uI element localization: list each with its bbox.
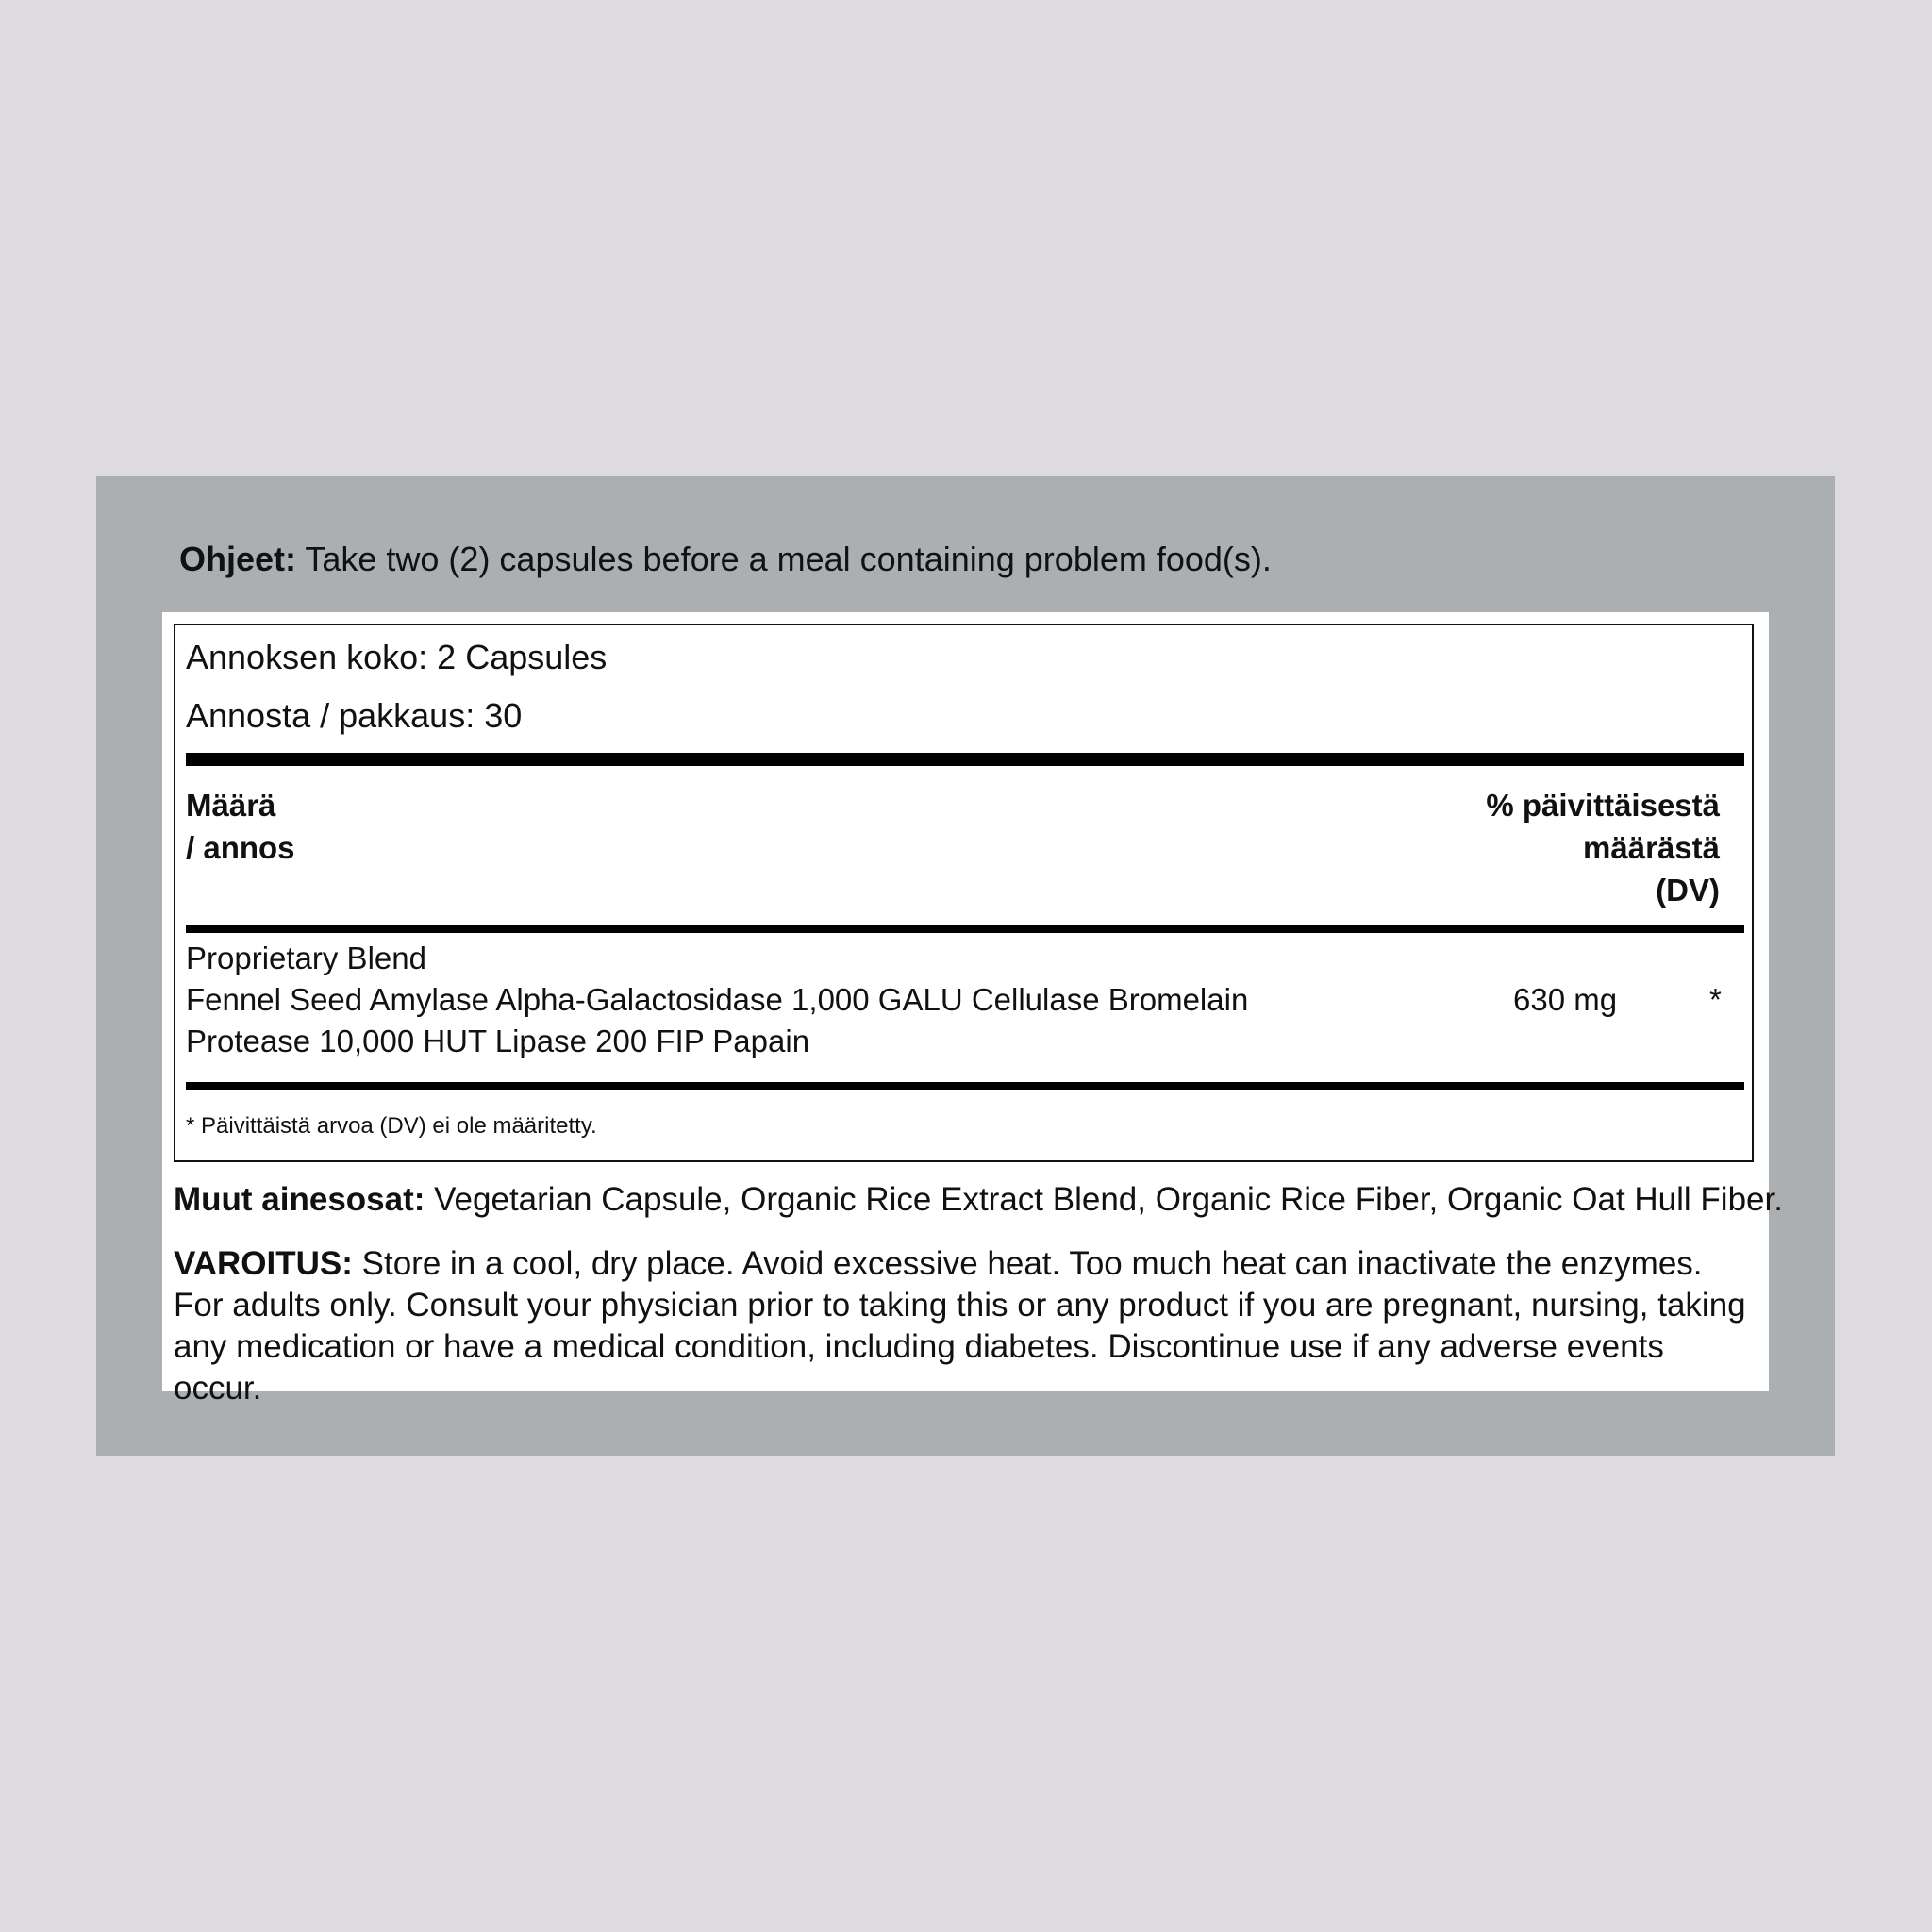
label-panel — [96, 476, 1835, 1456]
other-ingredients-text: Vegetarian Capsule, Organic Rice Extract Blend, Organic Rice Fiber, Organic Oat Hull Fiber. — [425, 1181, 1783, 1218]
blend-amount: 630 mg — [1513, 982, 1618, 1017]
header-right-line: (DV) — [1656, 873, 1720, 908]
warning-text: Store in a cool, dry place. Avoid excessive heat. Too much heat can inactivate the enzymes. For adults only. Consult your physician prior to taking this or any product if you are pregnant, nursing, taking any medication or have a medical condition, including diabetes. Discontinue use if any adverse events occur. — [174, 1245, 1746, 1407]
header-right-line: % päivittäisestä — [1486, 788, 1720, 823]
warning — [174, 1243, 1758, 1409]
servings-per-container: Annosta / pakkaus: 30 — [186, 696, 523, 735]
medium-divider — [186, 1082, 1744, 1090]
medium-divider — [186, 925, 1744, 933]
supplement-facts-box — [174, 624, 1754, 1162]
header-left-line: Määrä — [186, 788, 276, 823]
blend-title: Proprietary Blend — [186, 941, 426, 975]
directions — [179, 539, 1272, 580]
blend-ingredients-line: Fennel Seed Amylase Alpha-Galactosidase 1,000 GALU Cellulase Bromelain — [186, 982, 1249, 1017]
thick-divider — [186, 753, 1744, 766]
blend-ingredients-line: Protease 10,000 HUT Lipase 200 FIP Papain — [186, 1024, 810, 1058]
daily-value-header — [1342, 784, 1720, 911]
directions-label: Ohjeet: — [179, 540, 297, 578]
directions-text: Take two (2) capsules before a meal containing problem food(s). — [296, 540, 1272, 578]
other-ingredients-label: Muut ainesosat: — [174, 1181, 425, 1218]
label-card — [162, 612, 1783, 1407]
serving-size: Annoksen koko: 2 Capsules — [186, 638, 608, 676]
amount-per-serving-header — [186, 784, 563, 869]
other-ingredients — [174, 1179, 1783, 1221]
header-right-line: määrästä — [1583, 830, 1720, 865]
dv-footnote: * Päivittäistä arvoa (DV) ei ole määritetty. — [186, 1113, 597, 1139]
warning-label: VAROITUS: — [174, 1245, 353, 1282]
blend-daily-value: * — [1709, 982, 1722, 1017]
header-left-line: / annos — [186, 830, 295, 865]
